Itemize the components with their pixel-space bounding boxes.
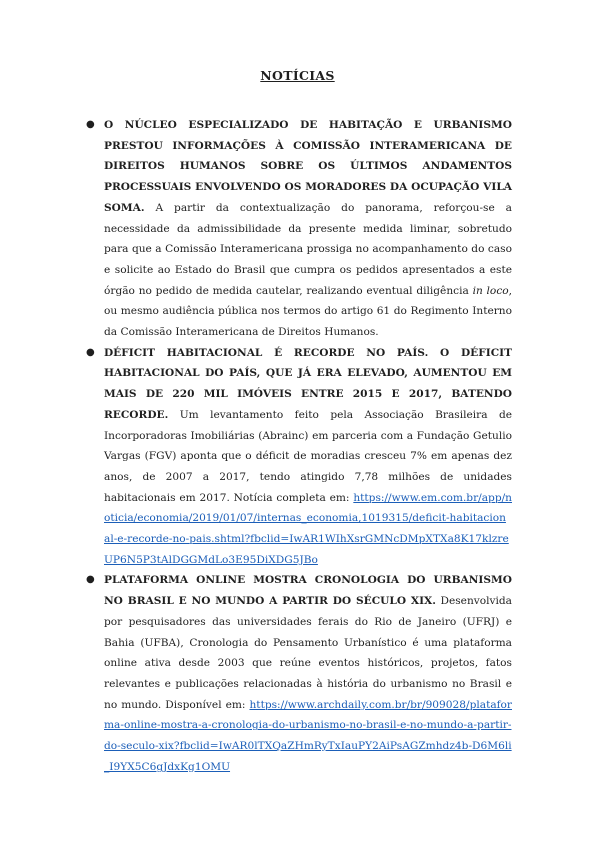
news-headline: PLATAFORMA ONLINE MOSTRA CRONOLOGIA DO URBANISMO NO BRASIL E NO MUNDO A PARTIR DO SÉCULO XIX. xyxy=(104,574,512,608)
news-item-vila-soma xyxy=(86,115,512,343)
news-list xyxy=(86,115,512,778)
news-body-emphasis: in loco xyxy=(472,284,509,297)
news-headline: DÉFICIT HABITACIONAL É RECORDE NO PAÍS. O DÉFICIT HABITACIONAL DO PAÍS, QUE JÁ ERA ELEVADO, AUMENTOU EM MAIS DE 220 MIL IMÓVEIS ENTRE 2015 E 2017, BATENDO RECORDE. xyxy=(104,346,512,421)
news-item-urbanismo xyxy=(86,570,512,777)
bullet-icon: ● xyxy=(86,119,95,130)
news-body: Um levantamento feito pela Associação Brasileira de Incorporadoras Imobiliárias (Abrainc) em parceria com a Fundação Getulio Vargas (FGV) aponta que o déficit de moradias cresceu 7% em apenas dez anos, de 2007 a 2017, tendo atingido 7,78 milhões de unidades habitacionais em 2017. Notícia completa em: xyxy=(104,408,512,504)
news-item-deficit xyxy=(86,343,512,571)
news-headline: O NÚCLEO ESPECIALIZADO DE HABITAÇÃO E URBANISMO PRESTOU INFORMAÇÕES À COMISSÃO INTERAMERICANA DE DIREITOS HUMANOS SOBRE OS ÚLTIMOS ANDAMENTOS PROCESSUAIS ENVOLVENDO OS MORADORES DA OCUPAÇÃO VILA SOMA. xyxy=(104,119,512,214)
news-body: A partir da contextualização do panorama, reforçou-se a necessidade da admissibilidade da presente medida liminar, sobretudo para que a Comissão Interamericana prossiga no acompanhamento do caso e solicite ao Estado do Brasil que cumpra os pedidos apresentados a este órgão no pedido de medida cautelar, realizando eventual diligência xyxy=(104,201,512,297)
page-title: NOTÍCIAS xyxy=(260,68,335,83)
bullet-icon: ● xyxy=(86,574,95,586)
news-body-end: , ou mesmo audiência pública nos termos do artigo 61 do Regimento Interno da Comissão Interamericana de Direitos Humanos. xyxy=(104,284,512,339)
news-link[interactable]: https://www.archdaily.com.br/br/909028/plataforma-online-mostra-a-cronologia-do-urbanismo-no-brasil-e-no-mundo-a-partir-do-seculo-xix?fbclid=IwAR0lTXQaZHmRyTxIauPY2AiPsAGZmhdz4b-D6M6li_I9YX5C6gJdxKg1OMU xyxy=(104,698,512,773)
news-body: Desenvolvida por pesquisadores das universidades ferais do Rio de Janeiro (UFRJ) e Bahia (UFBA), Cronologia do Pensamento Urbanístico é uma plataforma online ativa desde 2003 que reúne eventos históricos, projetos, fatos relevantes e publicações relacionadas à história do urbanismo no Brasil e no mundo. Disponível em: xyxy=(104,595,512,711)
bullet-icon: ● xyxy=(86,346,95,358)
news-link[interactable]: https://www.em.com.br/app/noticia/economia/2019/01/07/internas_economia,1019315/deficit-habitacional-e-recorde-no-pais.shtml?fbclid=IwAR1WIhXsrGMNcDMpXTXa8K17klzreUP6N5P3tAlDGGMdLo3E95DiXDG5JBo xyxy=(104,491,512,566)
